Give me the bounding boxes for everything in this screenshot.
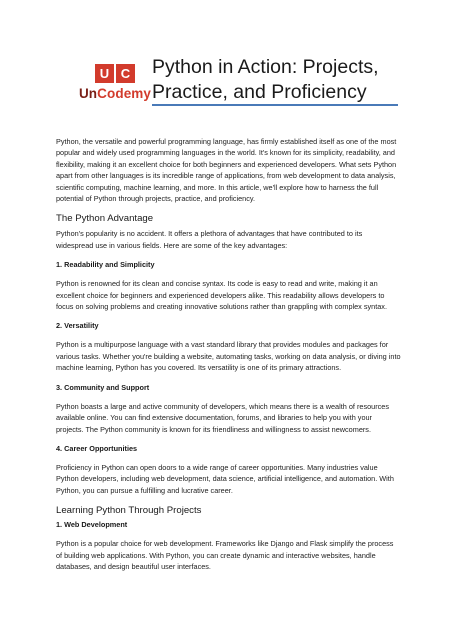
subheading-web-development: 1. Web Development — [56, 520, 128, 530]
section-heading-python-advantage: The Python Advantage — [56, 213, 154, 225]
logo-wordmark — [75, 86, 155, 101]
paragraph-community: Python boasts a large and active community of developers, which means there is a wealth of resources available online. You can find extensive documentation, forums, and libraries to help you with your projects. The Python community is known for its friendliness and willingness to assist newcomers. — [56, 401, 389, 434]
logo-blocks — [75, 64, 155, 83]
article-body — [56, 136, 401, 581]
logo-word-codemy: Codemy — [97, 86, 152, 101]
subheading-versatility: 2. Versatility — [56, 321, 99, 331]
intro-paragraph: Python, the versatile and powerful programming language, has firmly established itself as one of the most popular and widely used programming languages in the world. It's known for its simplicity, readability, and flexibility, making it an excellent choice for both beginners and experienced developers. What sets Python apart from other languages is its incredible range of applications, from web development to data analysis, scientific computing, machine learning, and more. In this article, we'll explore how to harness the full potential of Python through projects, practice, and proficiency. — [56, 137, 397, 204]
paragraph-versatility: Python is a multipurpose language with a vast standard library that provides modules and packages for various tasks. Whether you're building a website, automating tasks, working on data analysis, or diving into machine learning, Python has you covered. Its versatility is one of its primary attractions. — [56, 340, 401, 373]
paragraph-readability: Python is renowned for its clean and concise syntax. Its code is easy to read and write, making it an excellent choice for beginners and experienced developers alike. This readability allows developers to focus on solving problems and creating innovative solutions rather than grappling with complex syntax. — [56, 279, 387, 312]
paragraph-web-development: Python is a popular choice for web development. Frameworks like Django and Flask simplify the process of building web applications. With Python, you can create dynamic and interactive websites, handle databases, and design beautiful user interfaces. — [56, 539, 394, 571]
paragraph-career: Proficiency in Python can open doors to a wide range of career opportunities. Many industries value Python developers, including web development, data science, artificial intelligence, and automation. With Python, you can pursue a fulfilling and lucrative career. — [56, 462, 394, 495]
page-title: Python in Action: Projects, Practice, and Proficiency — [152, 56, 379, 103]
uncodemy-logo — [75, 64, 155, 101]
subheading-community: 3. Community and Support — [56, 382, 150, 392]
subheading-readability: 1. Readability and Simplicity — [56, 260, 155, 270]
section-heading-projects: Learning Python Through Projects — [56, 505, 202, 517]
logo-letter-u: U — [95, 64, 114, 83]
section-lead-paragraph: Python's popularity is no accident. It offers a plethora of advantages that have contributed to its widespread use in various fields. Here are some of the key advantages: — [56, 229, 363, 250]
subheading-career: 4. Career Opportunities — [56, 443, 138, 453]
logo-word-un: Un — [78, 86, 98, 101]
title-underline — [152, 104, 398, 106]
logo-letter-c: C — [116, 64, 135, 83]
